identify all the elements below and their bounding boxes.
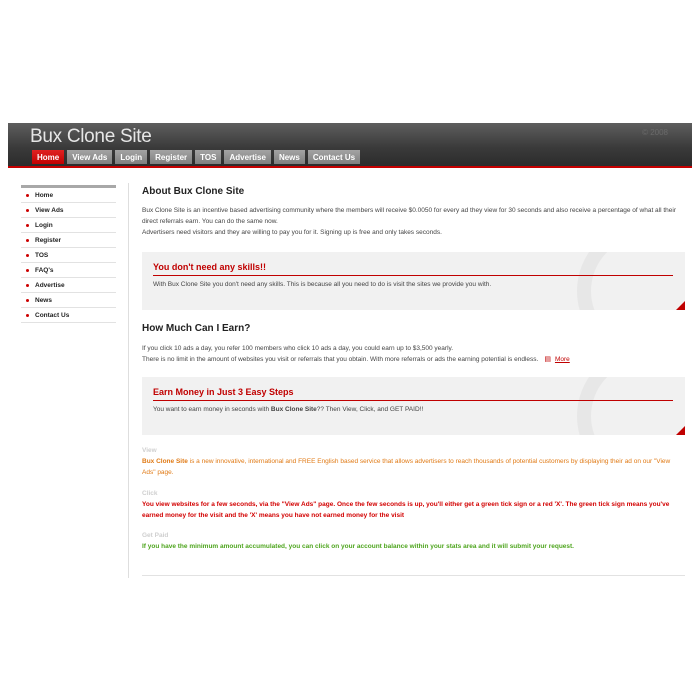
steps-box-title: Earn Money in Just 3 Easy Steps <box>153 387 294 397</box>
nav-tab-tos[interactable]: TOS <box>195 150 221 164</box>
bullet-icon <box>26 269 29 272</box>
sidebar-item-label: FAQ's <box>35 266 54 274</box>
content-bottom-rule <box>142 575 685 576</box>
click-step-label: Click <box>142 490 158 497</box>
about-paragraph-2: Advertisers need visitors and they are willing to pay you for it. Signing up is free and only takes seconds. <box>142 229 442 236</box>
sidebar-item-label: Advertise <box>35 281 65 289</box>
page-icon: ▤ <box>544 356 551 363</box>
nav-tab-home[interactable]: Home <box>32 150 64 164</box>
sidebar-item-label: Login <box>35 221 53 229</box>
decorative-swirl <box>577 252 685 310</box>
sidebar-item-contact-us[interactable] <box>21 308 116 323</box>
view-step-body: is a new innovative, international and FREE English based service that allows advertisers to reach thousands of potential customers by displaying their ad on our "View Ads" page. <box>142 458 671 476</box>
corner-fold-icon <box>676 426 685 435</box>
nav-tab-advertise[interactable]: Advertise <box>224 150 270 164</box>
about-paragraph-1: Bux Clone Site is an incentive based advertising community where the members will receive $0.0050 for every ad they view for 30 seconds and also receive a percentage of what all their direct referrals earn. You can do the same now. <box>142 207 677 225</box>
bullet-icon <box>26 194 29 197</box>
bullet-icon <box>26 254 29 257</box>
sidebar-menu <box>21 185 116 323</box>
nav-tab-login[interactable]: Login <box>115 150 147 164</box>
box-divider <box>153 275 673 276</box>
view-step-label: View <box>142 447 157 454</box>
earn-paragraph-1: If you click 10 ads a day, you refer 100 members who click 10 ads a day, you could earn up to $3,500 yearly. <box>142 345 454 352</box>
sidebar-item-label: Home <box>35 191 54 199</box>
bullet-icon <box>26 314 29 317</box>
sidebar-item-label: TOS <box>35 251 49 259</box>
steps-box-text <box>153 404 423 415</box>
corner-fold-icon <box>676 301 685 310</box>
sidebar-item-login[interactable] <box>21 218 116 233</box>
nav-tab-contact-us[interactable]: Contact Us <box>308 150 360 164</box>
site-header <box>8 123 692 168</box>
sidebar-item-label: Contact Us <box>35 311 70 319</box>
about-heading: About Bux Clone Site <box>142 186 245 197</box>
sidebar-item-advertise[interactable] <box>21 278 116 293</box>
site-title[interactable]: Bux Clone Site <box>30 126 152 147</box>
bullet-icon <box>26 284 29 287</box>
view-step-brand: Bux Clone Site <box>142 458 188 465</box>
view-step-text <box>142 456 685 478</box>
sidebar-item-label: View Ads <box>35 206 64 214</box>
copyright-text: © 2008 <box>642 128 668 137</box>
earn-paragraph-2-line <box>142 354 685 365</box>
skills-box <box>142 252 685 310</box>
sidebar-item-register[interactable] <box>21 233 116 248</box>
paid-step-label: Get Paid <box>142 532 169 539</box>
paid-step-text: If you have the minimum amount accumulated, you can click on your account balance within your stats area and it will submit your request. <box>142 543 574 550</box>
steps-box-text-before: You want to earn money in seconds with <box>153 406 271 413</box>
bullet-icon <box>26 299 29 302</box>
nav-tab-register[interactable]: Register <box>150 150 192 164</box>
sidebar-item-view-ads[interactable] <box>21 203 116 218</box>
header-red-rule <box>8 166 692 168</box>
click-step-text: You view websites for a few seconds, via the "View Ads" page. Once the few seconds is up, you'll either get a green tick sign or a red 'X'. The green tick sign means you've earned money for the visit and the 'X' means you have not earned money for the visit <box>142 501 670 519</box>
sidebar-item-faqs[interactable] <box>21 263 116 278</box>
skills-box-title: You don't need any skills!! <box>153 262 266 272</box>
bullet-icon <box>26 209 29 212</box>
steps-box-text-after: ?? Then View, Click, and GET PAID!! <box>316 406 424 413</box>
earn-heading: How Much Can I Earn? <box>142 323 251 334</box>
steps-box <box>142 377 685 435</box>
box-divider <box>153 400 673 401</box>
bullet-icon <box>26 224 29 227</box>
nav-tab-view-ads[interactable]: View Ads <box>67 150 112 164</box>
earn-paragraph-2: There is no limit in the amount of websites you visit or referrals that you obtain. With more referrals or ads the earning potential is endless. <box>142 356 539 363</box>
sidebar-item-news[interactable] <box>21 293 116 308</box>
sidebar-item-label: News <box>35 296 52 304</box>
sidebar-item-label: Register <box>35 236 62 244</box>
top-nav <box>32 150 360 164</box>
more-link[interactable]: More <box>554 356 570 363</box>
bullet-icon <box>26 239 29 242</box>
sidebar-item-tos[interactable] <box>21 248 116 263</box>
decorative-swirl <box>577 377 685 435</box>
skills-box-text: With Bux Clone Site you don't need any skills. This is because all you need to do is visit the sites we provide you with. <box>153 281 492 288</box>
sidebar-divider <box>128 183 129 578</box>
sidebar-item-home[interactable] <box>21 188 116 203</box>
steps-box-brand: Bux Clone Site <box>270 406 317 413</box>
nav-tab-news[interactable]: News <box>274 150 305 164</box>
